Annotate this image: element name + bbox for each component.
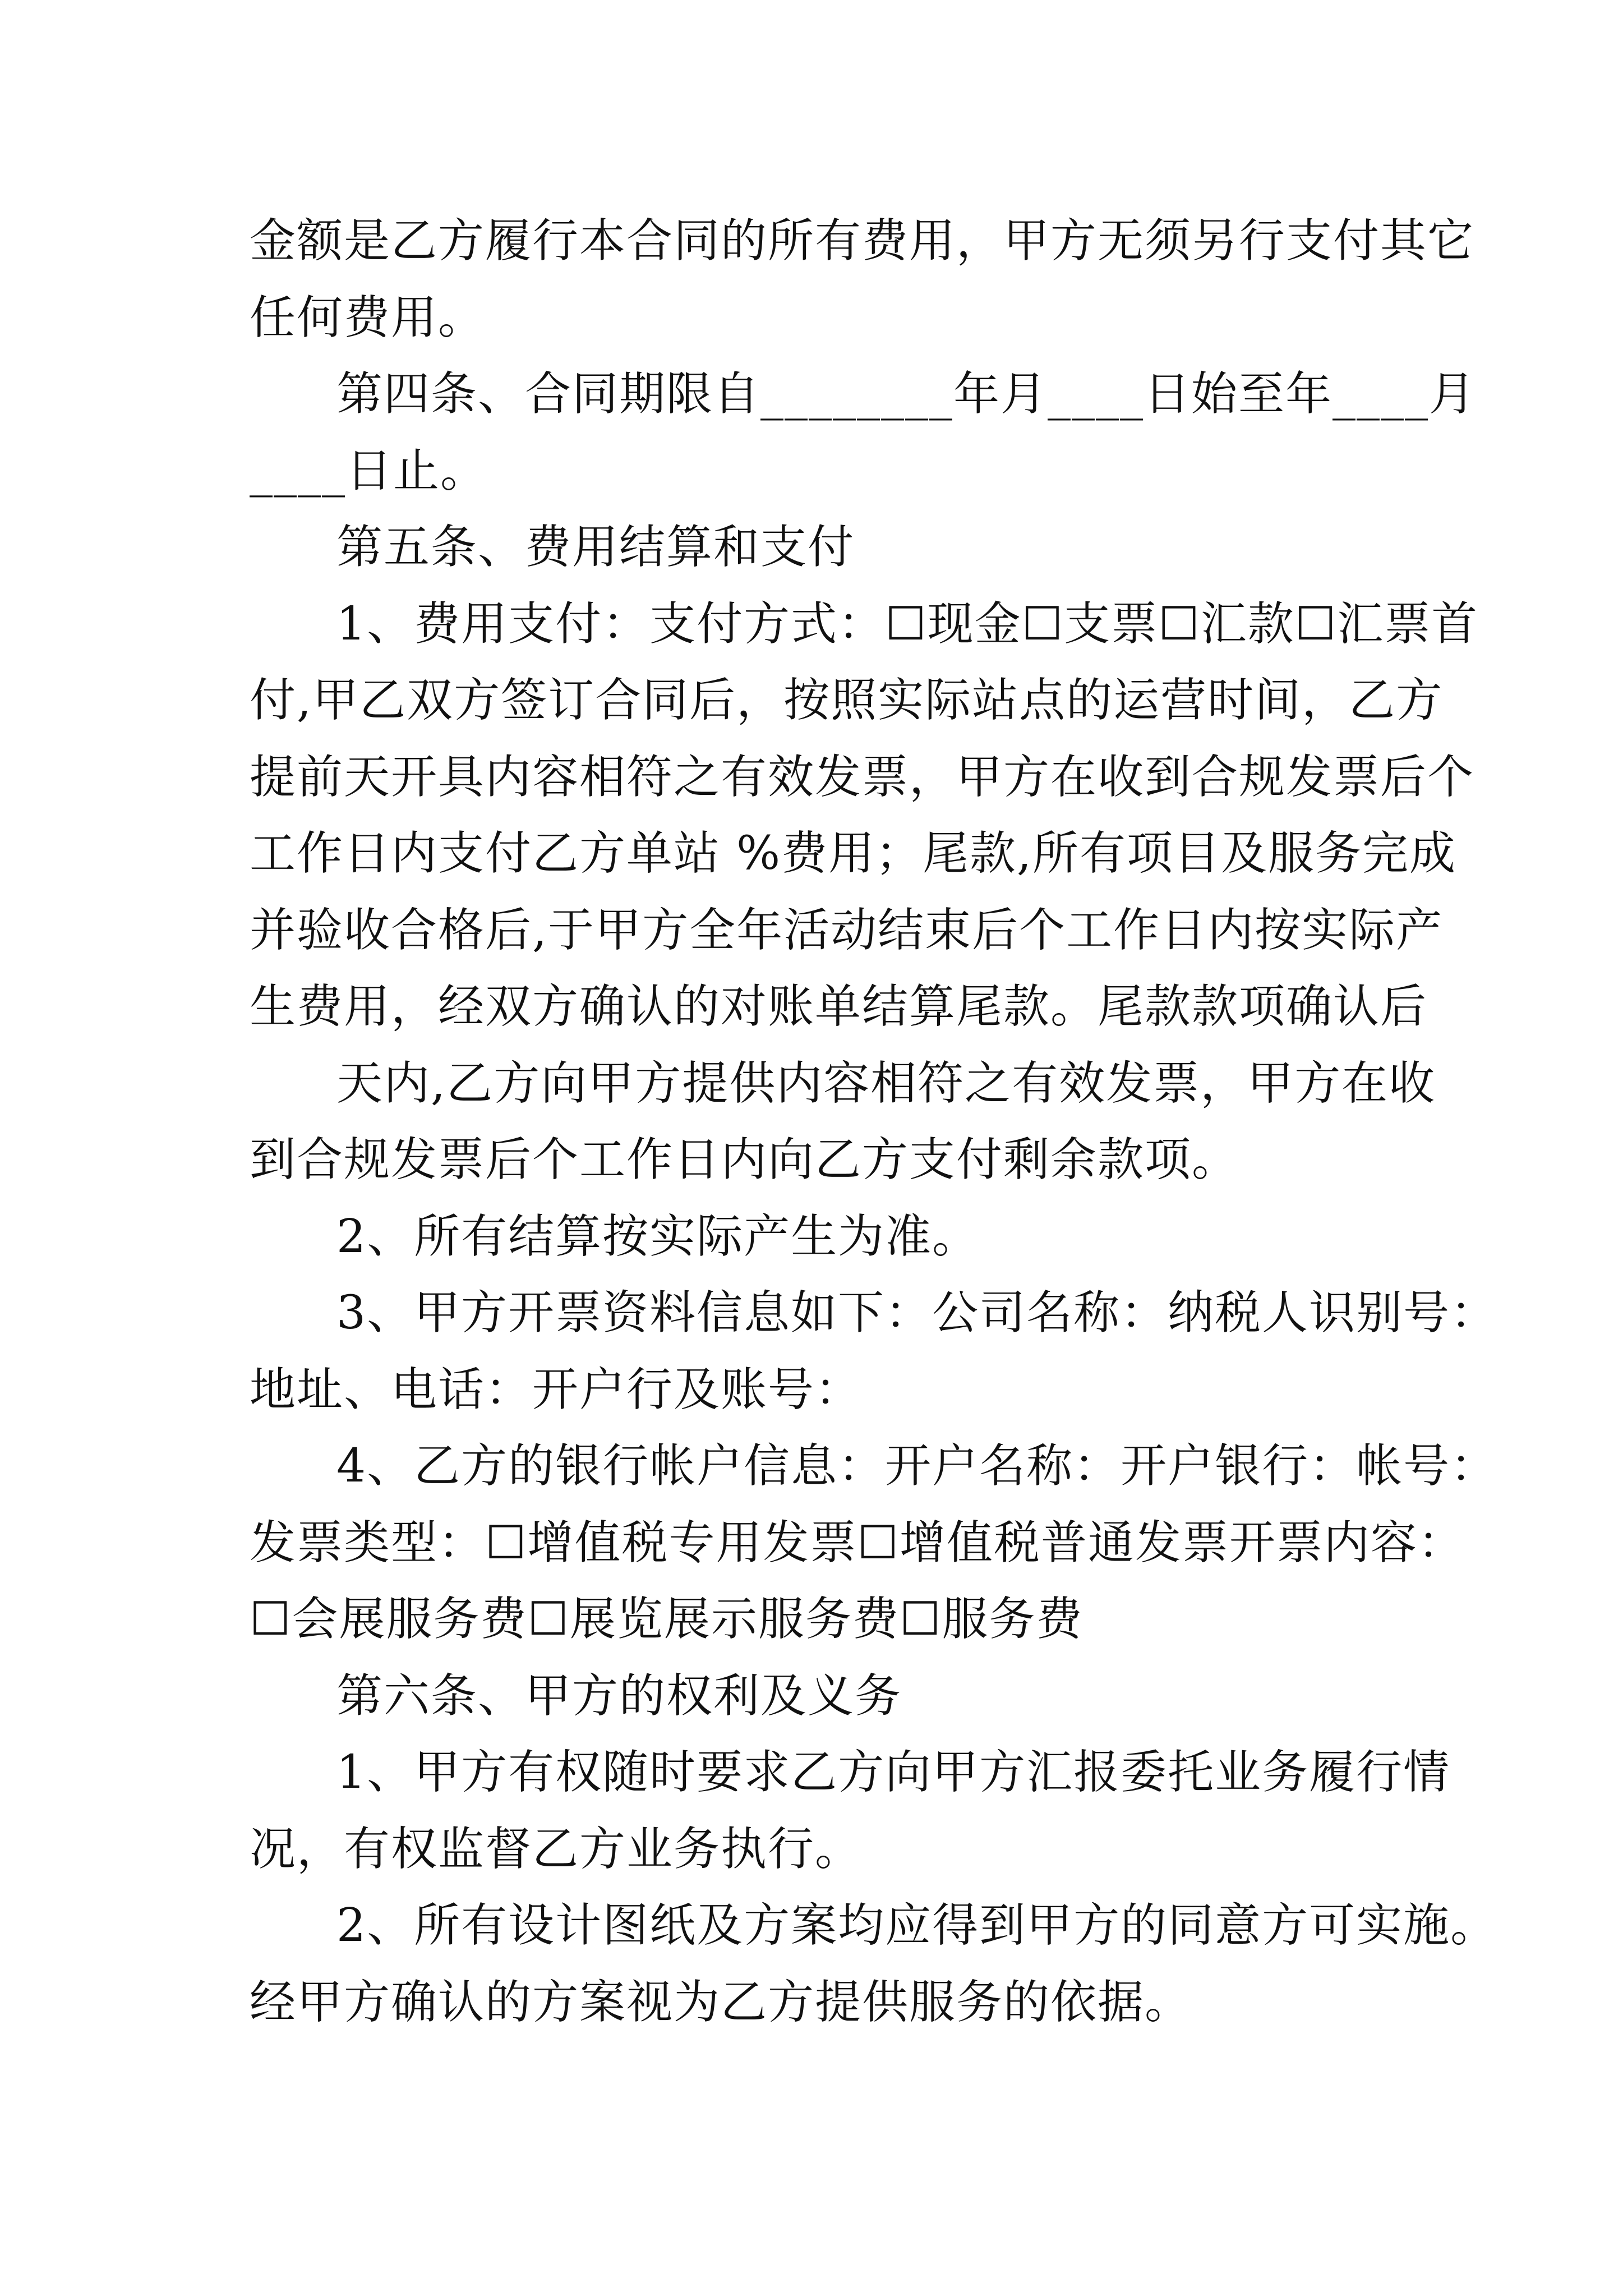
paragraph-line: 付,甲乙双方签订合同后，按照实际站点的运营时间，乙方	[250, 674, 1444, 727]
paragraph-line: ☐会展服务费☐展览展示服务费☐服务费	[250, 1593, 1083, 1646]
paragraph-line: 发票类型：☐增值税专用发票☐增值税普通发票开票内容：	[250, 1516, 1465, 1570]
section-heading: 第五条、费用结算和支付	[336, 521, 855, 574]
paragraph-line: ____日止。	[250, 444, 488, 498]
paragraph-line: 2、所有结算按实际产生为准。	[336, 1210, 980, 1263]
section-heading: 第六条、甲方的权利及义务	[336, 1669, 902, 1723]
paragraph-line: 1、费用支付：支付方式：☐现金☐支票☐汇款☐汇票首	[336, 597, 1479, 651]
paragraph-line: 提前天开具内容相符之有效发票，甲方在收到合规发票后个	[250, 751, 1475, 804]
paragraph-line: 工作日内支付乙方单站 %费用；尾款,所有项目及服务完成	[250, 827, 1457, 880]
paragraph-line: 况，有权监督乙方业务执行。	[250, 1823, 863, 1876]
paragraph-line: 天内,乙方向甲方提供内容相符之有效发票，甲方在收	[336, 1057, 1436, 1110]
paragraph-line: 地址、电话：开户行及账号：	[250, 1363, 863, 1416]
paragraph-line: 3、甲方开票资料信息如下：公司名称：纳税人识别号：	[336, 1286, 1498, 1340]
paragraph-line: 4、乙方的银行帐户信息：开户名称：开户银行：帐号：	[336, 1439, 1498, 1493]
paragraph-line: 1、甲方有权随时要求乙方向甲方汇报委托业务履行情	[336, 1746, 1451, 1799]
paragraph-line: 金额是乙方履行本合同的所有费用，甲方无须另行支付其它	[250, 214, 1475, 268]
paragraph-line: 生费用，经双方确认的对账单结算尾款。尾款款项确认后	[250, 980, 1428, 1033]
paragraph-line: 并验收合格后,于甲方全年活动结束后个工作日内按实际产	[250, 904, 1444, 957]
paragraph-line: 到合规发票后个工作日内向乙方支付剩余款项。	[250, 1133, 1239, 1186]
paragraph-line: 经甲方确认的方案视为乙方提供服务的依据。	[250, 1976, 1192, 2029]
paragraph-line: 任何费用。	[250, 291, 486, 344]
paragraph-line: 第四条、合同期限自________年月____日始至年____月	[336, 367, 1477, 421]
paragraph-line: 2、所有设计图纸及方案均应得到甲方的同意方可实施。	[336, 1899, 1498, 1952]
